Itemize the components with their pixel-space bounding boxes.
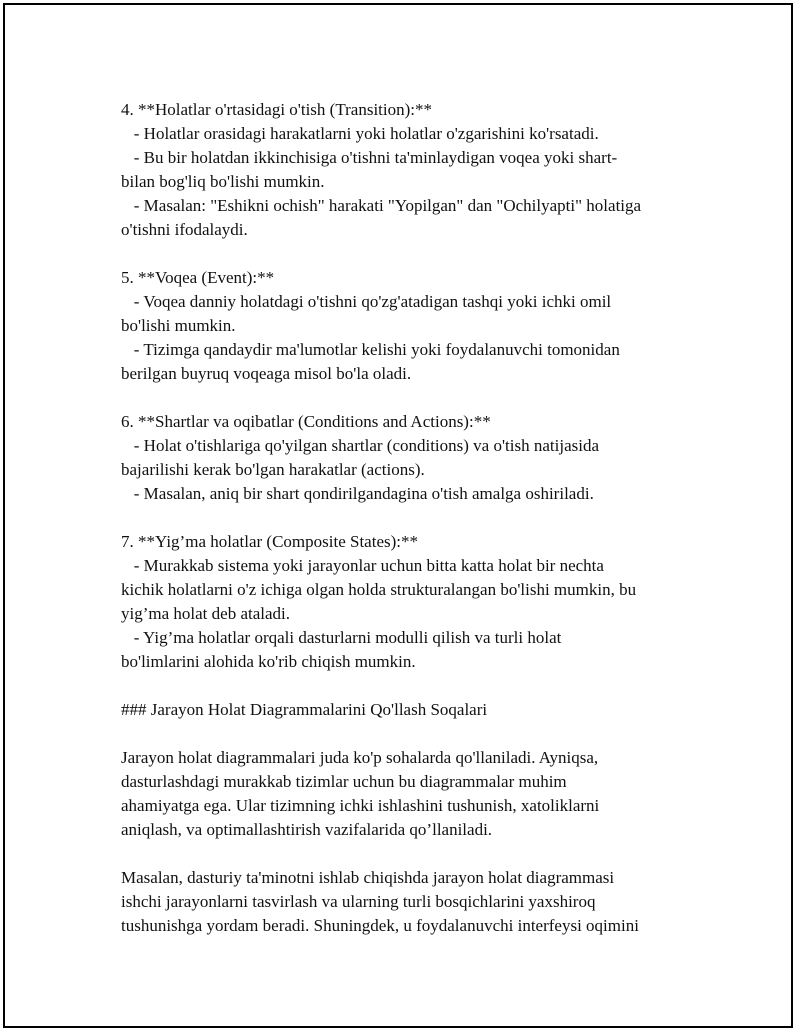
section-heading: 5. **Voqea (Event):** [121,268,275,287]
section-line: berilgan buyruq voqeaga misol bo'la oladi. [121,364,412,383]
section-line: o'tishni ifodalaydi. [121,220,248,239]
section-event [121,266,721,386]
section-line: - Murakkab sistema yoki jarayonlar uchun bitta katta holat bir nechta [121,556,604,575]
section-line: yig’ma holat deb ataladi. [121,604,290,623]
subheading-block [121,698,721,722]
section-composite-states [121,530,721,674]
document-body [121,98,721,962]
section-line: - Yig’ma holatlar orqali dasturlarni modulli qilish va turli holat [121,628,562,647]
paragraph-line: ahamiyatga ega. Ular tizimning ichki ishlashini tushunish, xatoliklarni [121,796,600,815]
paragraph-line: Masalan, dasturiy ta'minotni ishlab chiqishda jarayon holat diagrammasi [121,868,615,887]
section-line: - Holatlar orasidagi harakatlarni yoki holatlar o'zgarishini ko'rsatadi. [121,124,599,143]
section-line: - Voqea danniy holatdagi o'tishni qo'zg'atadigan tashqi yoki ichki omil [121,292,612,311]
section-conditions-actions [121,410,721,506]
paragraph-usage [121,746,721,842]
section-line: - Bu bir holatdan ikkinchisiga o'tishni ta'minlaydigan voqea yoki shart- [121,148,618,167]
section-heading: 6. **Shartlar va oqibatlar (Conditions and Actions):** [121,412,491,431]
paragraph-line: Jarayon holat diagrammalari juda ko'p sohalarda qo'llaniladi. Ayniqsa, [121,748,599,767]
section-heading: 7. **Yig’ma holatlar (Composite States):** [121,532,418,551]
section-line: bajarilishi kerak bo'lgan harakatlar (actions). [121,460,425,479]
paragraph-line: ishchi jarayonlarni tasvirlash va ularning turli bosqichlarini yaxshiroq [121,892,596,911]
paragraph-line: tushunishga yordam beradi. Shuningdek, u foydalanuvchi interfeysi oqimini [121,916,639,935]
section-line: kichik holatlarni o'z ichiga olgan holda strukturalangan bo'lishi mumkin, bu [121,580,637,599]
subheading: ### Jarayon Holat Diagrammalarini Qo'llash Soqalari [121,700,488,719]
section-transition [121,98,721,242]
section-line: - Masalan: "Eshikni ochish" harakati "Yopilgan" dan "Ochilyapti" holatiga [121,196,642,215]
section-line: bo'lishi mumkin. [121,316,236,335]
section-line: - Holat o'tishlariga qo'yilgan shartlar (conditions) va o'tish natijasida [121,436,600,455]
section-heading: 4. **Holatlar o'rtasidagi o'tish (Transition):** [121,100,432,119]
section-line: bo'limlarini alohida ko'rib chiqish mumkin. [121,652,416,671]
section-line: - Tizimga qandaydir ma'lumotlar kelishi yoki foydalanuvchi tomonidan [121,340,620,359]
section-line: bilan bog'liq bo'lishi mumkin. [121,172,325,191]
section-line: - Masalan, aniq bir shart qondirilgandagina o'tish amalga oshiriladi. [121,484,594,503]
paragraph-line: dasturlashdagi murakkab tizimlar uchun bu diagrammalar muhim [121,772,567,791]
paragraph-line: aniqlash, va optimallashtirish vazifalarida qo’llaniladi. [121,820,493,839]
paragraph-example [121,866,721,938]
page-frame [3,3,793,1028]
